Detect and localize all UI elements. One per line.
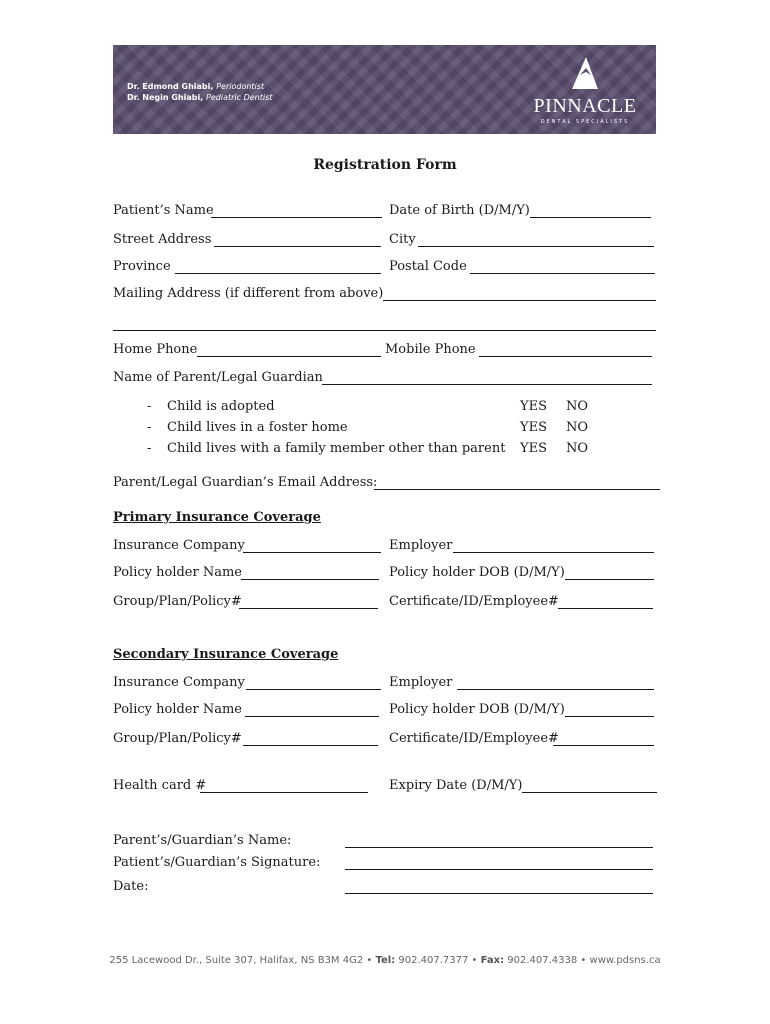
- primary-holder-field[interactable]: [241, 579, 379, 580]
- child-family-no[interactable]: NO: [566, 441, 589, 456]
- child-foster-no[interactable]: NO: [566, 420, 589, 435]
- street-address-field[interactable]: [214, 246, 381, 247]
- secondary-employer-field[interactable]: [457, 689, 654, 690]
- child-adopted-label: Child is adopted: [167, 399, 275, 414]
- child-adopted-yes[interactable]: YES: [520, 399, 547, 414]
- secondary-insurance-heading: Secondary Insurance Coverage: [113, 647, 339, 662]
- form-title: Registration Form: [313, 157, 457, 173]
- child-adopted-no[interactable]: NO: [566, 399, 589, 414]
- dob-label: Date of Birth (D/M/Y): [389, 203, 530, 218]
- header-banner: [113, 45, 656, 134]
- primary-cert-field[interactable]: [558, 608, 653, 609]
- mailing-address-field[interactable]: [383, 300, 656, 301]
- secondary-group-field[interactable]: [243, 745, 378, 746]
- signature-field[interactable]: [345, 869, 653, 870]
- primary-company-field[interactable]: [243, 552, 381, 553]
- patient-name-label: Patient’s Name: [113, 203, 214, 218]
- home-phone-label: Home Phone: [113, 342, 198, 357]
- secondary-cert-label: Certificate/ID/Employee#: [389, 731, 559, 746]
- bullet-dash: -: [147, 441, 152, 456]
- mailing-address-label: Mailing Address (if different from above): [113, 286, 384, 301]
- secondary-holder-dob-field[interactable]: [565, 716, 654, 717]
- bullet-dash: -: [147, 420, 152, 435]
- mailing-address-field-2[interactable]: [113, 330, 656, 331]
- guardian-name-label: Name of Parent/Legal Guardian: [113, 370, 323, 385]
- primary-employer-label: Employer: [389, 538, 453, 553]
- date-field[interactable]: [345, 893, 653, 894]
- mobile-phone-field[interactable]: [479, 356, 652, 357]
- postal-code-field[interactable]: [470, 273, 655, 274]
- guardian-name-sign-field[interactable]: [345, 847, 653, 848]
- secondary-company-label: Insurance Company: [113, 675, 245, 690]
- city-label: City: [389, 232, 416, 247]
- primary-holder-dob-field[interactable]: [565, 579, 654, 580]
- pinnacle-logo: [530, 55, 640, 125]
- primary-group-field[interactable]: [239, 608, 378, 609]
- footer-address: 255 Lacewood Dr., Suite 307, Halifax, NS B3M 4G2 •: [109, 955, 373, 966]
- patient-name-field[interactable]: [211, 217, 382, 218]
- primary-insurance-heading: Primary Insurance Coverage: [113, 510, 321, 525]
- province-label: Province: [113, 259, 171, 274]
- child-foster-label: Child lives in a foster home: [167, 420, 348, 435]
- primary-group-label: Group/Plan/Policy#: [113, 594, 242, 609]
- guardian-email-label: Parent/Legal Guardian’s Email Address:: [113, 475, 378, 490]
- signature-label: Patient’s/Guardian’s Signature:: [113, 855, 321, 870]
- primary-cert-label: Certificate/ID/Employee#: [389, 594, 559, 609]
- mobile-phone-label: Mobile Phone: [385, 342, 476, 357]
- secondary-company-field[interactable]: [246, 689, 381, 690]
- child-foster-yes[interactable]: YES: [520, 420, 547, 435]
- mountain-icon: [570, 55, 600, 91]
- expiry-date-label: Expiry Date (D/M/Y): [389, 778, 523, 793]
- child-family-label: Child lives with a family member other than parent: [167, 441, 506, 456]
- province-field[interactable]: [175, 273, 381, 274]
- secondary-holder-field[interactable]: [245, 716, 379, 717]
- city-field[interactable]: [418, 246, 654, 247]
- secondary-holder-label: Policy holder Name: [113, 702, 242, 717]
- logo-name: PINNACLE: [533, 95, 637, 117]
- expiry-date-field[interactable]: [522, 792, 657, 793]
- dob-field[interactable]: [530, 217, 651, 218]
- secondary-group-label: Group/Plan/Policy#: [113, 731, 242, 746]
- home-phone-field[interactable]: [197, 356, 381, 357]
- footer-fax: 902.407.4338 •: [507, 955, 587, 966]
- health-card-label: Health card #: [113, 778, 207, 793]
- primary-company-label: Insurance Company: [113, 538, 245, 553]
- footer-contact: [0, 955, 770, 966]
- guardian-name-sign-label: Parent’s/Guardian’s Name:: [113, 833, 292, 848]
- date-label: Date:: [113, 879, 149, 894]
- street-address-label: Street Address: [113, 232, 212, 247]
- logo-subtitle: DENTAL SPECIALISTS: [540, 119, 630, 125]
- primary-holder-dob-label: Policy holder DOB (D/M/Y): [389, 565, 565, 580]
- health-card-field[interactable]: [200, 792, 368, 793]
- guardian-email-field[interactable]: [374, 489, 660, 490]
- child-family-yes[interactable]: YES: [520, 441, 547, 456]
- guardian-name-field[interactable]: [322, 384, 652, 385]
- footer-tel: 902.407.7377 •: [398, 955, 478, 966]
- primary-employer-field[interactable]: [453, 552, 654, 553]
- secondary-holder-dob-label: Policy holder DOB (D/M/Y): [389, 702, 565, 717]
- doctor-2: Dr. Negin Ghiabi, Pediatric Dentist: [127, 93, 273, 102]
- postal-code-label: Postal Code: [389, 259, 467, 274]
- bullet-dash: -: [147, 399, 152, 414]
- secondary-employer-label: Employer: [389, 675, 453, 690]
- footer-website[interactable]: www.pdsns.ca: [589, 955, 661, 966]
- doctor-list: [127, 81, 272, 103]
- secondary-cert-field[interactable]: [553, 745, 654, 746]
- primary-holder-label: Policy holder Name: [113, 565, 242, 580]
- footer-tel-label: Tel:: [375, 955, 396, 966]
- footer-fax-label: Fax:: [480, 955, 505, 966]
- doctor-1: Dr. Edmond Ghiabi, Periodontist: [127, 82, 265, 91]
